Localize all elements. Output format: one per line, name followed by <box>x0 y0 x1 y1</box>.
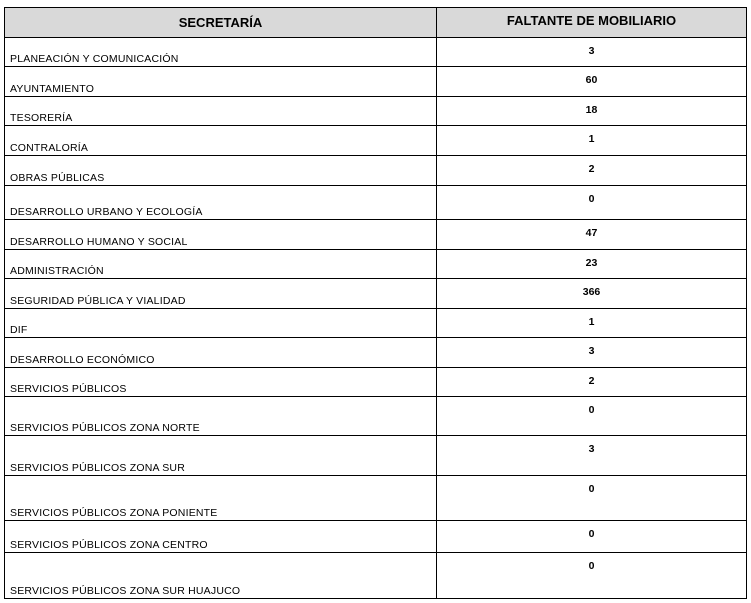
faltante-value: 3 <box>437 436 747 476</box>
mobiliario-table <box>4 7 747 599</box>
secretaria-cell <box>5 97 437 126</box>
secretaria-cell <box>5 279 437 309</box>
table-row <box>5 186 747 220</box>
faltante-value: 2 <box>437 156 747 186</box>
faltante-value: 3 <box>437 38 747 67</box>
table-row <box>5 397 747 436</box>
secretaria-label: SERVICIOS PÚBLICOS ZONA SUR HUAJUCO <box>10 585 241 597</box>
secretaria-cell <box>5 338 437 368</box>
table-header-row <box>5 8 747 38</box>
secretaria-label: DESARROLLO URBANO Y ECOLOGÍA <box>10 206 203 218</box>
faltante-value: 0 <box>437 521 747 553</box>
table-row <box>5 156 747 186</box>
table-row <box>5 553 747 599</box>
secretaria-label: SEGURIDAD PÚBLICA Y VIALIDAD <box>10 295 186 307</box>
table-row <box>5 38 747 67</box>
secretaria-label: DESARROLLO HUMANO Y SOCIAL <box>10 236 188 248</box>
secretaria-label: OBRAS PÚBLICAS <box>10 172 105 184</box>
table-row <box>5 476 747 521</box>
faltante-value: 47 <box>437 220 747 250</box>
secretaria-label: DIF <box>10 324 28 336</box>
secretaria-cell <box>5 476 437 521</box>
table-row <box>5 279 747 309</box>
faltante-value: 0 <box>437 476 747 521</box>
secretaria-cell <box>5 368 437 397</box>
faltante-value: 60 <box>437 67 747 97</box>
faltante-value: 1 <box>437 309 747 338</box>
secretaria-cell <box>5 436 437 476</box>
secretaria-cell <box>5 38 437 67</box>
faltante-value: 0 <box>437 553 747 599</box>
header-secretaria: SECRETARÍA <box>5 8 437 38</box>
secretaria-label: SERVICIOS PÚBLICOS ZONA SUR <box>10 462 185 474</box>
secretaria-label: SERVICIOS PÚBLICOS ZONA PONIENTE <box>10 507 218 519</box>
table-row <box>5 67 747 97</box>
faltante-value: 0 <box>437 186 747 220</box>
table-row <box>5 97 747 126</box>
secretaria-label: SERVICIOS PÚBLICOS ZONA NORTE <box>10 422 200 434</box>
table-row <box>5 338 747 368</box>
secretaria-cell <box>5 553 437 599</box>
table-row <box>5 309 747 338</box>
secretaria-cell <box>5 126 437 156</box>
faltante-value: 3 <box>437 338 747 368</box>
secretaria-cell <box>5 309 437 338</box>
faltante-value: 18 <box>437 97 747 126</box>
secretaria-label: CONTRALORÍA <box>10 142 89 154</box>
secretaria-label: SERVICIOS PÚBLICOS ZONA CENTRO <box>10 539 208 551</box>
secretaria-label: DESARROLLO ECONÓMICO <box>10 354 155 366</box>
secretaria-label: TESORERÍA <box>10 112 73 124</box>
secretaria-cell <box>5 67 437 97</box>
faltante-value: 0 <box>437 397 747 436</box>
table-row <box>5 521 747 553</box>
faltante-value: 366 <box>437 279 747 309</box>
secretaria-label: AYUNTAMIENTO <box>10 83 95 95</box>
secretaria-cell <box>5 397 437 436</box>
table-row <box>5 368 747 397</box>
secretaria-label: ADMINISTRACIÓN <box>10 265 104 277</box>
table-row <box>5 220 747 250</box>
secretaria-cell <box>5 250 437 279</box>
table-row <box>5 126 747 156</box>
secretaria-label: PLANEACIÓN Y COMUNICACIÓN <box>10 53 179 65</box>
faltante-value: 1 <box>437 126 747 156</box>
faltante-value: 23 <box>437 250 747 279</box>
secretaria-cell <box>5 186 437 220</box>
secretaria-cell <box>5 220 437 250</box>
faltante-value: 2 <box>437 368 747 397</box>
table-row <box>5 436 747 476</box>
header-faltante: FALTANTE DE MOBILIARIO <box>437 8 747 38</box>
secretaria-cell <box>5 156 437 186</box>
secretaria-label: SERVICIOS PÚBLICOS <box>10 383 127 395</box>
table-row <box>5 250 747 279</box>
secretaria-cell <box>5 521 437 553</box>
